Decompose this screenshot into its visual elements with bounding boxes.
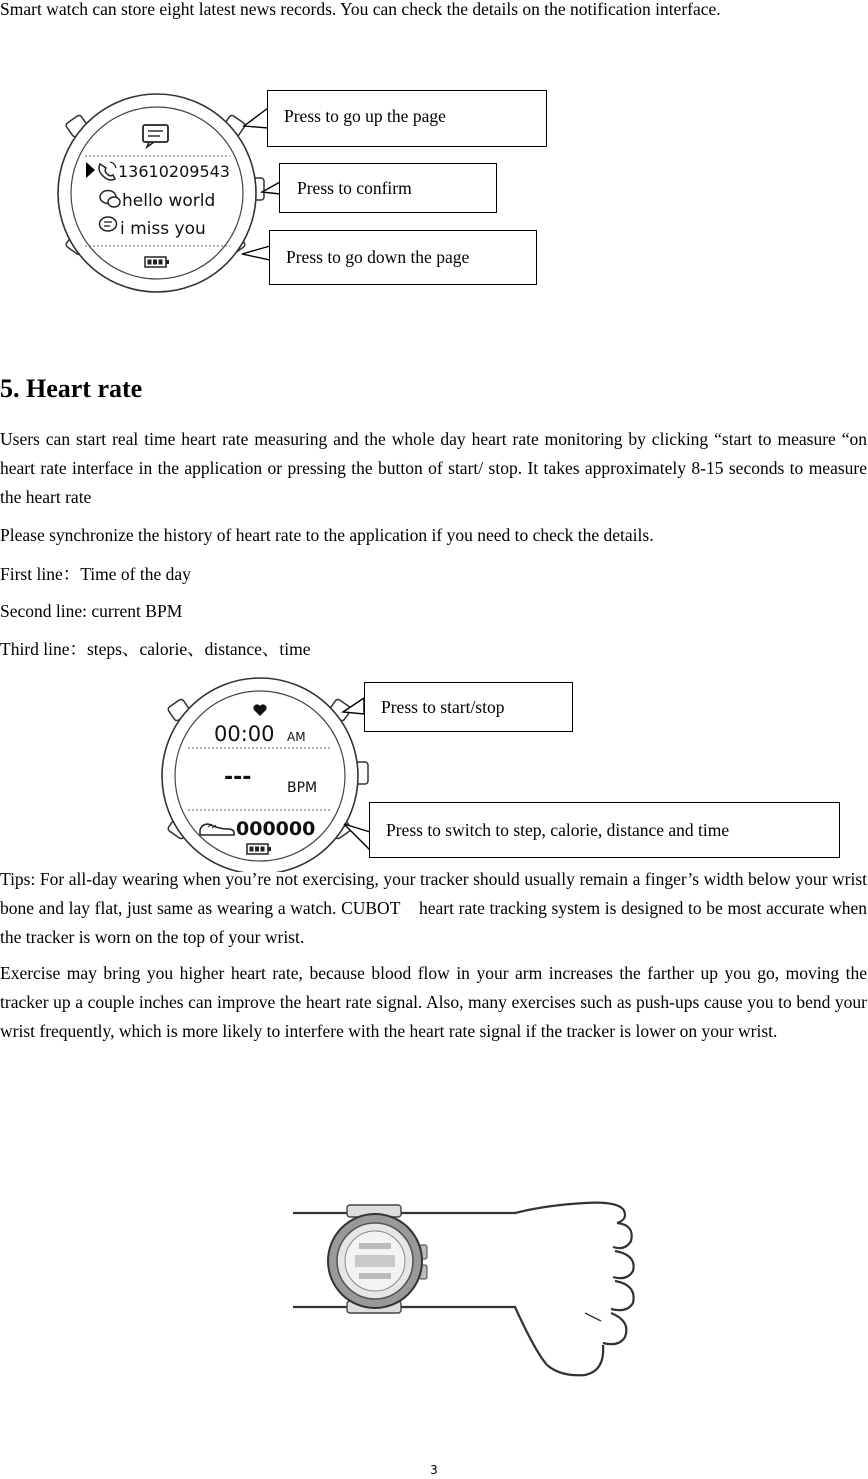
callout-page-down: [269, 230, 537, 285]
callout-switch: [369, 802, 840, 858]
third-line-text: Third line：steps、calorie、distance、time: [0, 639, 311, 659]
knuckle-line: [585, 1313, 601, 1321]
finger-3: [611, 1281, 634, 1310]
section-title: 5. Heart rate: [0, 374, 143, 403]
second-line-text: Second line: current BPM: [0, 601, 183, 621]
bpm-value: ---: [224, 765, 252, 790]
display-segment: [355, 1255, 395, 1267]
first-line-text: First line：Time of the day: [0, 564, 191, 584]
finger-1: [613, 1223, 632, 1248]
callout-confirm: [279, 163, 497, 213]
display-segment: [359, 1243, 391, 1249]
callout-page-down-text: Press to go down the page: [286, 247, 470, 267]
thumb: [547, 1345, 603, 1375]
arm-outline-top: [293, 1203, 625, 1223]
callout-switch-text: Press to switch to step, calorie, distance and time: [386, 820, 730, 840]
intro-text: Smart watch can store eight latest news records. You can check the details on the notification interface.: [0, 0, 721, 19]
heart-rate-intro-paragraph: Users can start real time heart rate measuring and the whole day heart rate monitoring by clicking “start to measure “on heart rate interface in the application or pressing the button of start/ stop. It takes approximately 8-15 seconds to measure the heart rate: [0, 429, 867, 507]
bpm-label: BPM: [287, 780, 318, 796]
arm-outline-bottom: [293, 1307, 547, 1365]
callout-start-stop: [364, 682, 573, 732]
callout-confirm-text: Press to confirm: [297, 178, 412, 198]
tips-paragraph: Tips: For all-day wearing when you’re not exercising, your tracker should usually remain a finger’s width below your wrist bone and lay flat, just same as wearing a watch. CUBOT heart rate tracking system is designed to be most accurate when the tracker is worn on the top of your wrist.: [0, 869, 867, 947]
notification-row-3: i miss you: [120, 219, 206, 239]
wrist-illustration: [285, 1195, 665, 1385]
exercise-paragraph: Exercise may bring you higher heart rate, because blood flow in your arm increases the farther up you go, moving the tracker up a couple inches can improve the heart rate signal. Also, many exercises such as push-ups cause you to bend your wrist frequently, which is more likely to interfere with the heart rate signal if the tracker is lower on your wrist.: [0, 963, 867, 1041]
notification-row-1: 13610209543: [118, 162, 230, 181]
ampm-label: AM: [287, 730, 306, 744]
callout-pointer-down: [242, 246, 270, 260]
notification-row-2: hello world: [122, 191, 216, 211]
finger-2: [613, 1251, 634, 1278]
callout-page-up: [267, 90, 547, 147]
sync-paragraph: Please synchronize the history of heart rate to the application if you need to check the details.: [0, 525, 654, 545]
callout-pointer-up: [244, 108, 268, 128]
callout-start-stop-text: Press to start/stop: [381, 697, 505, 717]
display-segment: [359, 1273, 391, 1279]
time-value: 00:00: [214, 722, 275, 746]
page-number: 3: [430, 1463, 438, 1477]
finger-4: [603, 1313, 626, 1344]
callout-page-up-text: Press to go up the page: [284, 106, 446, 126]
callout-pointer-switch: [344, 824, 370, 850]
steps-value: 000000: [236, 818, 316, 840]
